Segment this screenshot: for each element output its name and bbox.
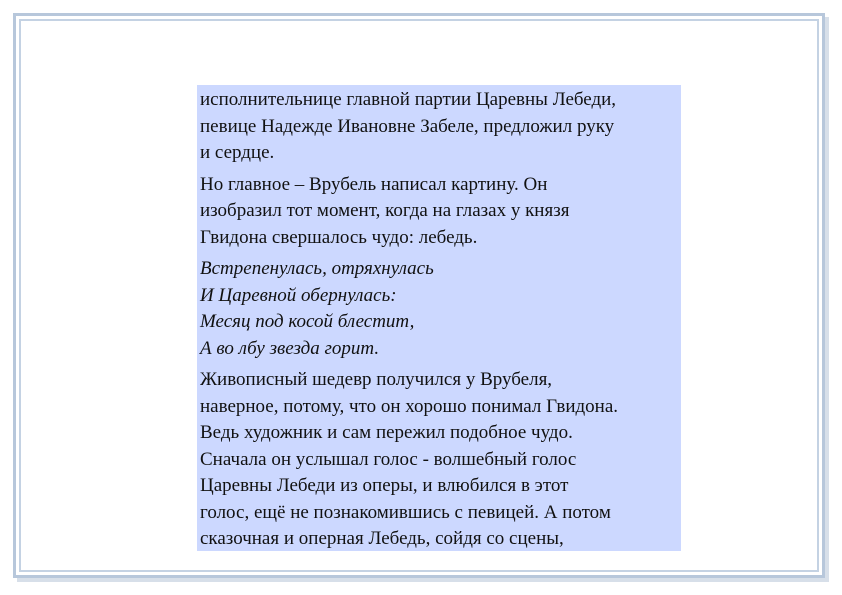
paragraph-3	[200, 367, 681, 553]
text-line: Живописный шедевр получился у Врубеля,	[200, 369, 553, 390]
poem-line: А во лбу звезда горит.	[200, 337, 380, 359]
paragraph-1	[200, 87, 681, 167]
poem-quote	[200, 256, 681, 362]
text-line: Сначала он услышал голос - волшебный голос	[200, 448, 577, 470]
text-box[interactable]	[197, 85, 681, 551]
frame-shadow-right	[825, 17, 829, 582]
poem-line: И Царевной обернулась:	[200, 284, 397, 306]
text-line: наверное, потому, что он хорошо понимал Гвидона.	[200, 395, 619, 417]
text-line: и сердце.	[200, 142, 275, 163]
text-line: певице Надежде Ивановне Забеле, предложил руку	[200, 115, 615, 137]
text-line: голос, ещё не познакомившись с певицей. А потом	[200, 501, 611, 523]
text-line: сказочная и оперная Лебедь, сойдя со сцены,	[200, 528, 564, 549]
text-line: изобразил тот момент, когда на глазах у князя	[200, 200, 570, 221]
text-line: Но главное – Врубель написал картину. Он	[200, 173, 548, 195]
text-line: Гвидона свершалось чудо: лебедь.	[200, 226, 478, 248]
poem-line: Встрепенулась, отряхнулась	[200, 258, 434, 279]
frame-shadow-bottom	[17, 578, 829, 582]
text-line: Царевны Лебеди из оперы, и влюбился в этот	[200, 475, 569, 496]
paragraph-2	[200, 172, 681, 252]
poem-line: Месяц под косой блестит,	[200, 311, 415, 332]
text-line: исполнительнице главной партии Царевны Лебеди,	[200, 89, 617, 110]
text-line: Ведь художник и сам пережил подобное чудо.	[200, 422, 573, 443]
